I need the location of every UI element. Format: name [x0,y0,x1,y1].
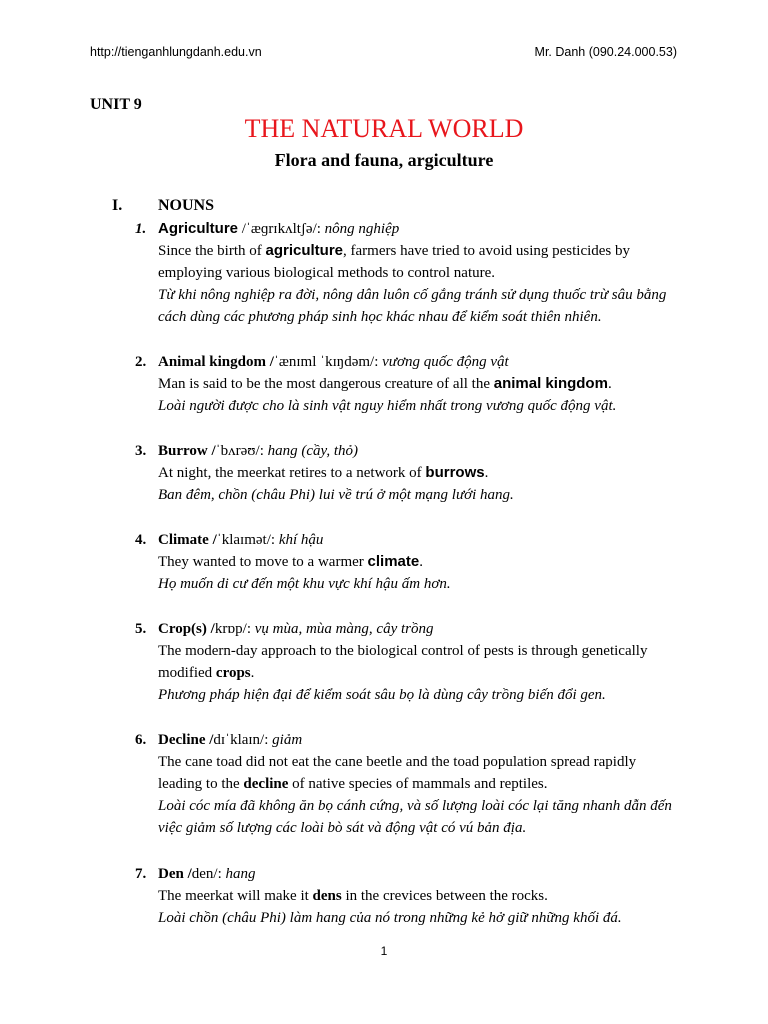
entry-number: 2. [135,354,147,370]
entry-vietnamese: Phương pháp hiện đại để kiểm soát sâu bọ là dùng cây trồng biến đổi gen. [158,687,606,703]
entry-vietnamese: Loài chồn (châu Phi) làm hang của nó trong những kẻ hở giữ những khối đá. [158,910,622,926]
example-text: . [250,665,255,681]
entry-headline [158,863,678,885]
entry-example [158,551,678,573]
entry-number: 4. [135,532,147,548]
entry-ipa: den/: [191,866,226,882]
example-keyword: dens [312,888,342,904]
page-number: 1 [380,944,388,958]
entry-example [158,373,678,395]
example-text: in the crevices between the rocks. [341,888,548,904]
example-keyword: burrows [425,464,485,481]
entry-term: Decline / [158,732,214,748]
entry-term: Crop(s) / [158,621,215,637]
example-keyword: animal kingdom [493,375,608,392]
example-text: of native species of mammals and reptiles. [288,776,548,792]
page-subtitle: Flora and fauna, argiculture [274,150,494,170]
entry-number: 6. [135,732,147,748]
example-text: They wanted to move to a warmer [158,554,368,570]
vocab-entry [0,618,768,706]
entry-term: Climate / [158,532,217,548]
entry-headline [158,618,678,640]
example-text: The meerkat will make it [158,888,313,904]
entry-meaning: hang [225,866,256,882]
vocab-entry [0,440,768,506]
entry-meaning: giảm [272,732,303,748]
example-text: , farmers have tried to avoid using pesticides by employing various biological methods to control nature. [158,243,631,281]
example-text: The cane toad did not eat the cane beetle and the toad population spread rapidly leading to the [158,754,637,792]
vocab-entry [0,863,768,929]
entry-ipa: /ˈæɡrɪkʌltʃə/: [238,221,325,237]
entry-ipa: ˈænɪml ˈkɪŋdəm/: [273,354,383,370]
entry-headline [158,351,678,373]
entry-vietnamese: Loài người được cho là sinh vật nguy hiểm nhất trong vương quốc động vật. [158,398,617,414]
entry-meaning: nông nghiệp [324,221,400,237]
vocab-entry [0,529,768,595]
vocab-entry [0,351,768,417]
example-text: . [484,465,489,481]
example-text: . [419,554,423,570]
unit-label: UNIT 9 [90,96,142,113]
entry-example [158,240,678,284]
entry-term: Den / [158,866,192,882]
entry-meaning: vụ mùa, mùa màng, cây trồng [254,621,434,637]
entry-term: Burrow / [158,443,216,459]
vocab-entry [0,729,768,839]
entry-ipa: krɒp/: [214,621,255,637]
example-text: Man is said to be the most dangerous creature of all the [158,376,494,392]
section-number: I. [112,197,123,214]
example-keyword: agriculture [265,242,344,259]
entry-term: Animal kingdom / [158,354,274,370]
example-text: The modern-day approach to the biological control of pests is through genetically modified [158,643,648,681]
entry-number: 7. [135,866,147,882]
vocab-entry [0,218,768,328]
entry-headline [158,218,678,240]
entry-ipa: ˈbʌrəʊ/: [215,443,268,459]
entry-meaning: khí hậu [278,532,324,548]
entry-number: 1. [135,221,147,237]
example-text: Since the birth of [158,243,266,259]
entry-number: 5. [135,621,147,637]
entry-number: 3. [135,443,147,459]
entry-vietnamese: Ban đêm, chồn (châu Phi) lui về trú ở một mạng lưới hang. [158,487,514,503]
entry-headline [158,729,678,751]
example-text: At night, the meerkat retires to a network of [158,465,426,481]
entry-vietnamese: Họ muốn di cư đến một khu vực khí hậu ấm hơn. [158,576,451,592]
example-keyword: climate [367,553,420,570]
header-url: http://tienganhlungdanh.edu.vn [90,45,262,59]
example-keyword: decline [243,776,289,792]
example-text: . [607,376,612,392]
entry-meaning: vương quốc động vật [382,354,509,370]
entry-headline [158,440,678,462]
entry-example [158,751,678,795]
example-keyword: crops [215,665,251,681]
entry-meaning: hang (cầy, thỏ) [267,443,359,459]
entry-example [158,640,678,684]
section-label: NOUNS [158,197,215,214]
entry-vietnamese: Loài cóc mía đã không ăn bọ cánh cứng, và số lượng loài cóc lại tăng nhanh dẫn đến việc giảm số lượng các loài bò sát và động vật có vú bản địa. [158,798,672,836]
entry-ipa: ˈklaɪmət/: [216,532,279,548]
entry-term: Agriculture [158,220,239,237]
entry-example [158,885,678,907]
entry-vietnamese: Từ khi nông nghiệp ra đời, nông dân luôn cố gắng tránh sử dụng thuốc trừ sâu bằng cách dùng các phương pháp sinh học khác nhau để kiểm soát thiên nhiên. [158,287,667,325]
page-title: THE NATURAL WORLD [244,114,524,143]
header-author: Mr. Danh (090.24.000.53) [534,45,677,59]
entry-example [158,462,678,484]
entry-headline [158,529,678,551]
entry-ipa: dɪˈklaɪn/: [213,732,273,748]
